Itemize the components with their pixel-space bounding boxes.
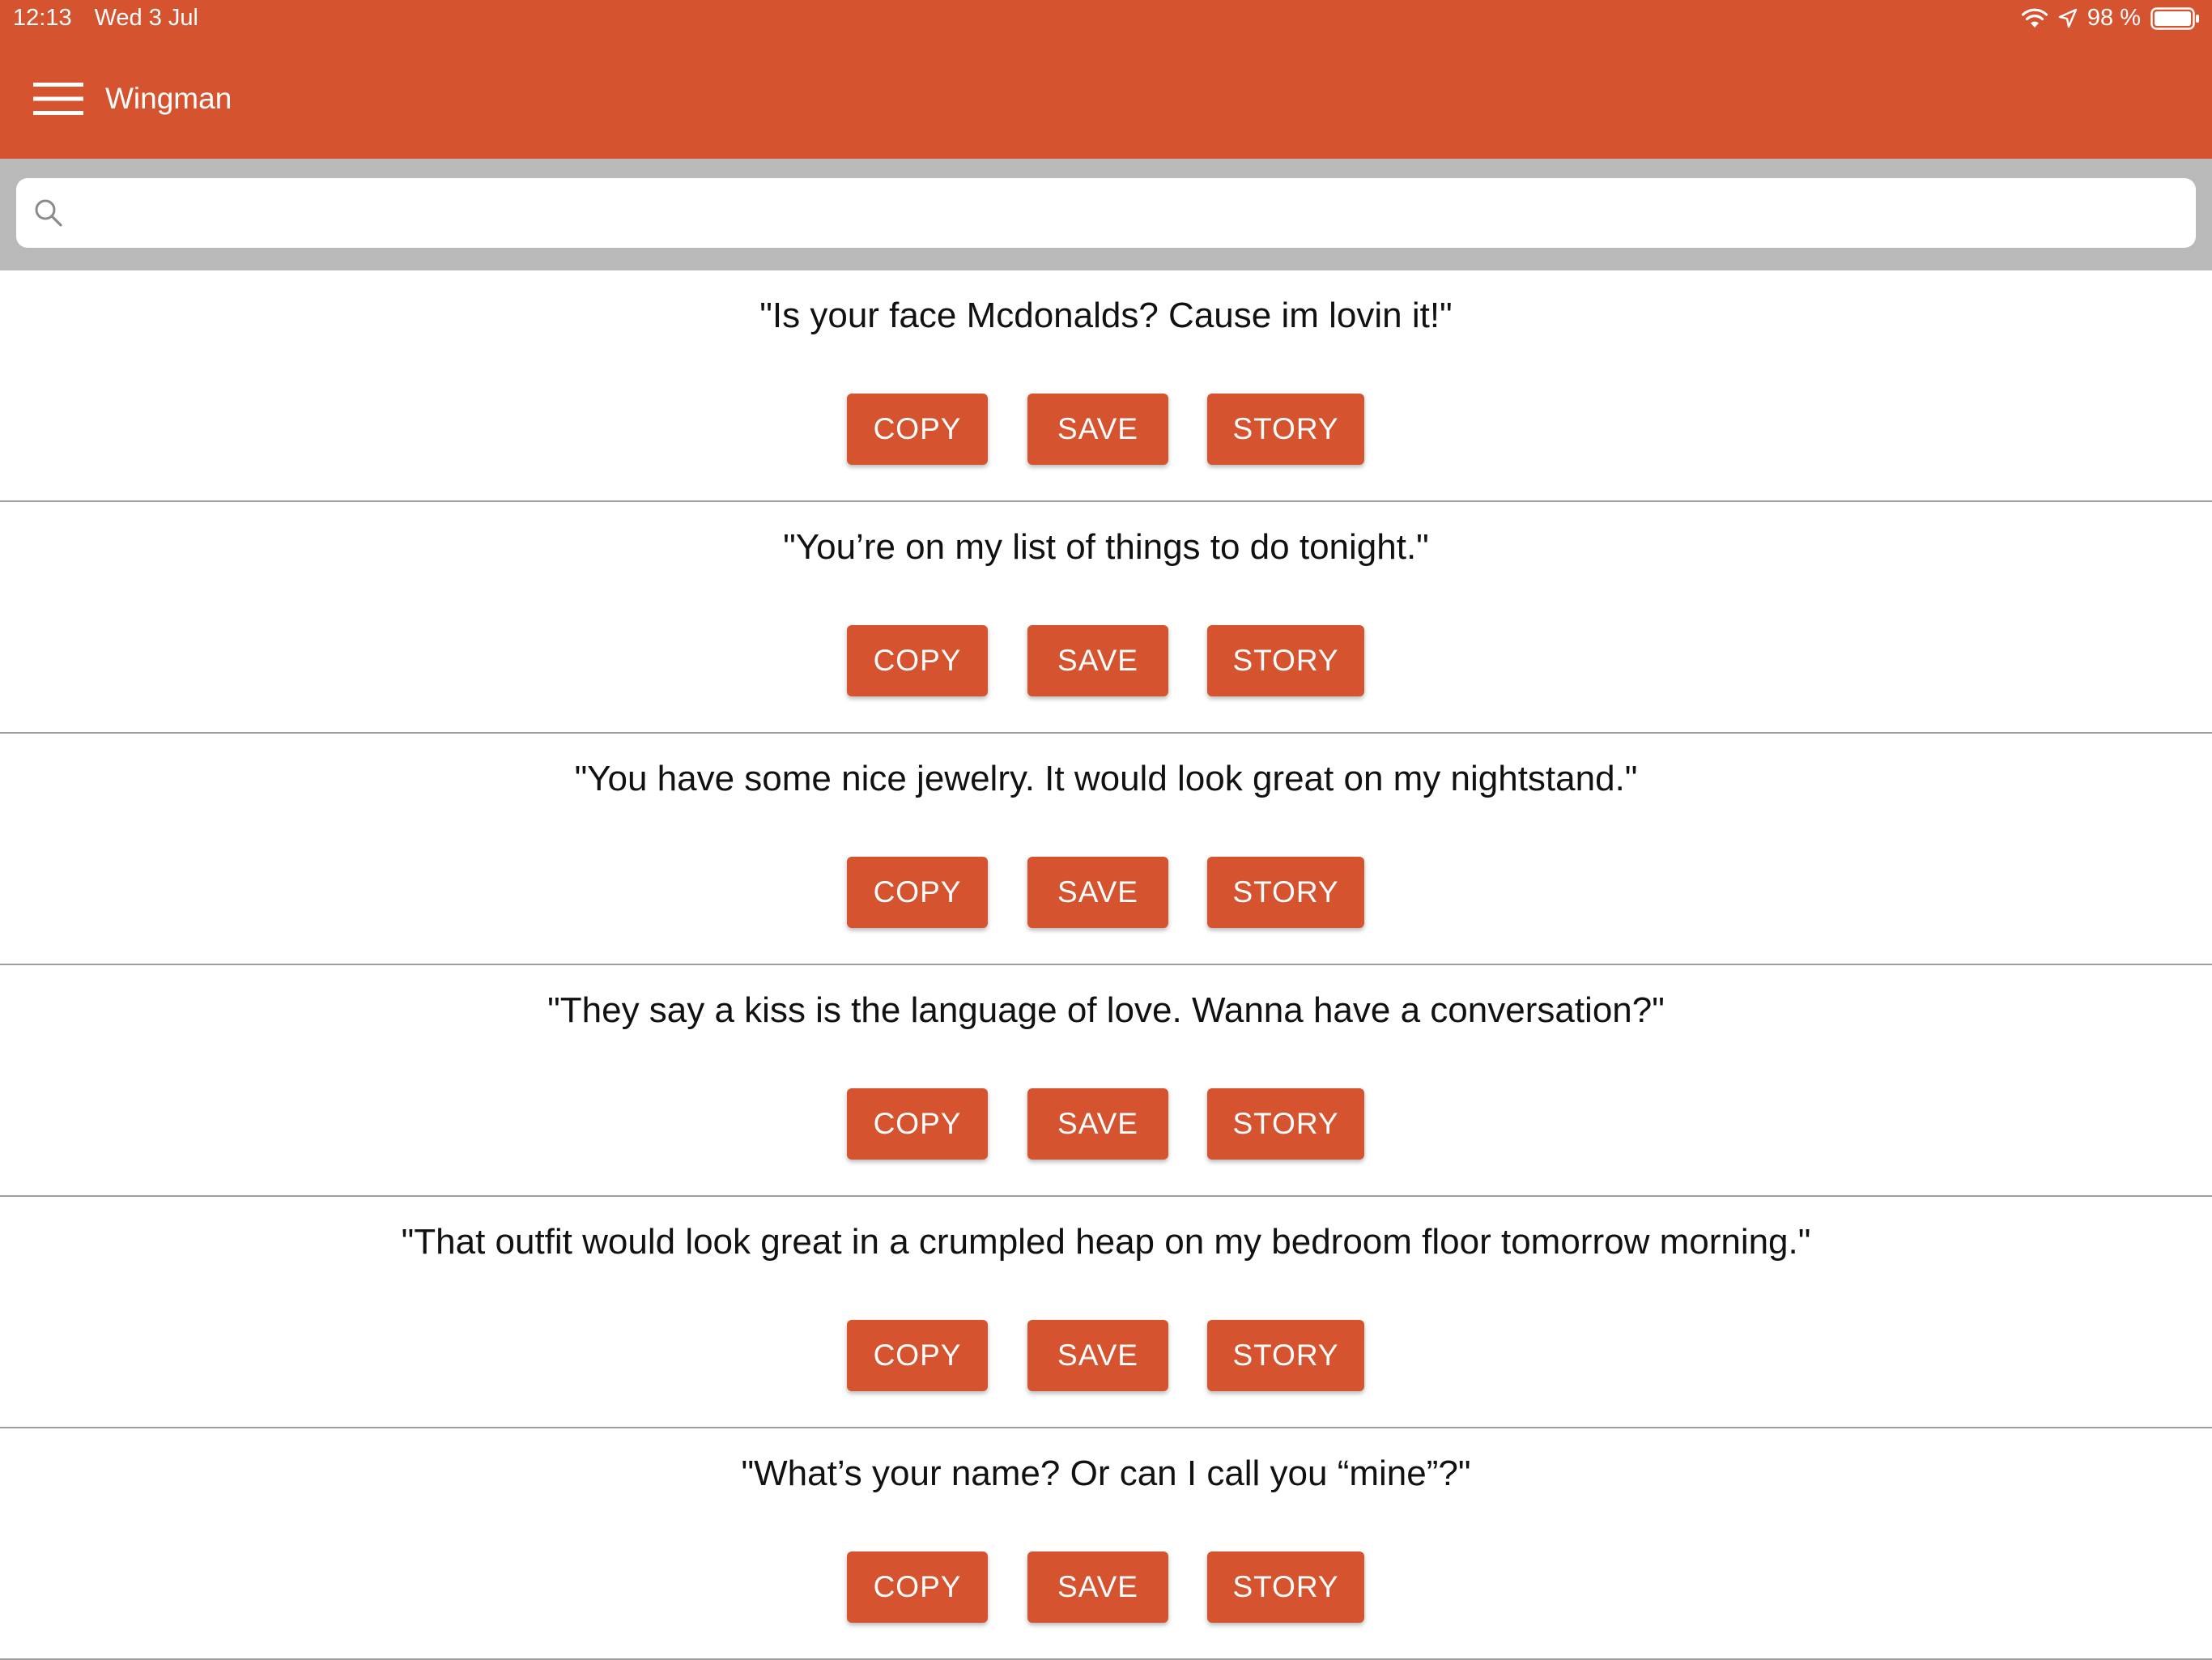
status-time: 12:13 [13,5,72,31]
search-box[interactable] [16,178,2196,248]
location-arrow-icon [2058,8,2078,29]
pickup-line-text: "Is your face Mcdonalds? Cause im lovin it!" [759,296,1453,335]
pickup-line-text: "That outfit would look great in a crumpled heap on my bedroom floor tomorrow morning." [401,1222,1811,1262]
pickup-line-text: "They say a kiss is the language of love. Wanna have a conversation?" [547,990,1665,1030]
save-button[interactable]: SAVE [1027,1320,1168,1391]
save-button[interactable]: SAVE [1027,625,1168,696]
story-button[interactable]: STORY [1207,394,1364,465]
list-item [0,1197,2212,1428]
pickup-line-text: "You’re on my list of things to do tonight." [783,527,1429,567]
story-button[interactable]: STORY [1207,857,1364,928]
battery-percent: 98 % [2087,5,2141,31]
story-button[interactable]: STORY [1207,625,1364,696]
status-date: Wed 3 Jul [94,5,198,31]
copy-button[interactable]: COPY [847,394,988,465]
list-item [0,502,2212,734]
pickup-lines-list [0,270,2212,1660]
toolbar [0,39,2212,159]
story-button[interactable]: STORY [1207,1320,1364,1391]
copy-button[interactable]: COPY [847,1551,988,1623]
copy-button[interactable]: COPY [847,625,988,696]
list-item [0,965,2212,1197]
copy-button[interactable]: COPY [847,1320,988,1391]
list-item [0,734,2212,965]
save-button[interactable]: SAVE [1027,857,1168,928]
pickup-line-text: "You have some nice jewelry. It would look great on my nightstand." [574,759,1638,798]
app-title: Wingman [105,82,232,115]
save-button[interactable]: SAVE [1027,1088,1168,1160]
search-bar-container [0,159,2212,270]
list-item [0,1428,2212,1660]
battery-icon [2150,6,2201,31]
search-icon [16,178,81,248]
list-item [0,270,2212,502]
copy-button[interactable]: COPY [847,1088,988,1160]
story-button[interactable]: STORY [1207,1088,1364,1160]
search-input[interactable] [81,185,2196,241]
app-bar [0,0,2212,159]
status-left [13,5,198,32]
copy-button[interactable]: COPY [847,857,988,928]
hamburger-menu-icon[interactable] [24,74,92,123]
status-bar [0,0,2212,39]
story-button[interactable]: STORY [1207,1551,1364,1623]
save-button[interactable]: SAVE [1027,394,1168,465]
wifi-icon [2021,8,2048,29]
pickup-line-text: "What’s your name? Or can I call you “mine”?" [741,1454,1471,1493]
status-right [2021,5,2201,32]
save-button[interactable]: SAVE [1027,1551,1168,1623]
